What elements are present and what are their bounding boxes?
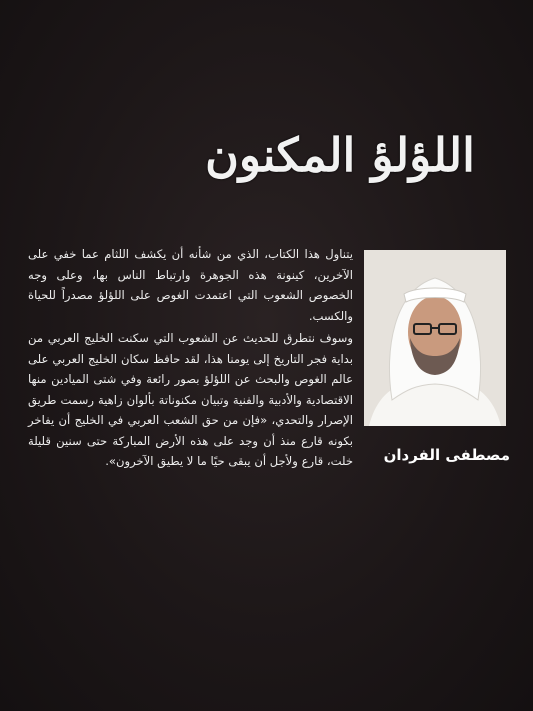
blurb-paragraph-1: يتناول هذا الكتاب، الذي من شأنه أن يكشف اللثام عما خفي على الآخرين، كينونة هذه الجوهرة وارتباط الناس بها، وعلى وجه الخصوص الشعوب التي اعتمدت الغوص على اللؤلؤ مصدراً للحياة والكسب. [28, 247, 353, 323]
blurb-paragraph-2: وسوف نتطرق للحديث عن الشعوب التي سكنت الخليج العربي من بداية فجر التاريخ إلى يومنا هذا، لقد حافظ سكان الخليج العربي على عالم الغوص والبحث عن اللؤلؤ بصور رائعة وفي شتى الميادين منها الاقتصادية والأدبية والفنية وتبيان مكنوناتة بألوان زاهية رسمت طريق الإصرار والتحدي، «فإن من حق الشعب العربي في الخليج أن يفاخر بكونه قارع منذ أن وجد على هذه الأرض المباركة حتى سنين قليلة خلت، قارع ولأجل أن يبقى حيًا ما لا يطيق الآخرون». [28, 331, 353, 468]
author-photo [364, 250, 506, 426]
blurb-text [28, 244, 353, 472]
book-title: اللؤلؤ المكنون [205, 128, 475, 182]
author-name: مصطفى الفردان [383, 446, 510, 464]
